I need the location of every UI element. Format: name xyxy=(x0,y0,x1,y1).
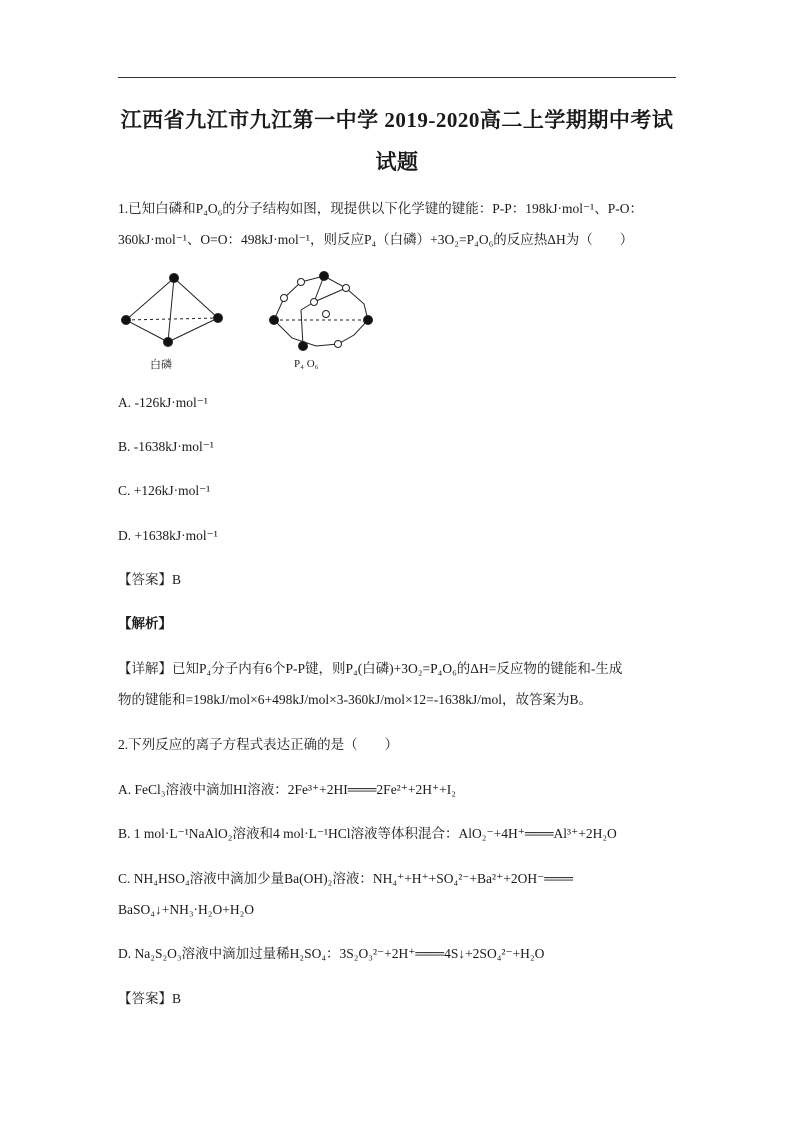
p4o6-label: P₄ O₆ xyxy=(294,358,319,370)
q2-option-a: A. FeCl₃溶液中滴加HI溶液：2Fe³⁺+2HI═══2Fe²⁺+2H⁺+I₂ xyxy=(118,782,456,797)
q1-option-a: A. -126kJ·mol⁻¹ xyxy=(118,395,208,410)
document-title: 江西省九江市九江第一中学 2019-2020高二上学期期中考试 xyxy=(120,108,674,132)
document-title-continued: 试题 xyxy=(375,150,419,174)
q2-option-c-line2: BaSO₄↓+NH₃·H₂O+H₂O xyxy=(118,902,255,917)
q1-option-d: D. +1638kJ·mol⁻¹ xyxy=(118,528,218,543)
q1-stem-line2: 360kJ·mol⁻¹、O=O：498kJ·mol⁻¹，则反应P₄（白磷）+3O₂=P₄O₆的反应热ΔH为（ ） xyxy=(118,232,634,247)
q1-detail-line2: 物的键能和=198kJ/mol×6+498kJ/mol×3-360kJ/mol×12=-1638kJ/mol，故答案为B。 xyxy=(118,692,592,707)
q2-stem: 2.下列反应的离子方程式表达正确的是（ ） xyxy=(118,737,399,752)
q1-option-c: C. +126kJ·mol⁻¹ xyxy=(118,483,211,498)
q1-option-b: B. -1638kJ·mol⁻¹ xyxy=(118,439,214,454)
p4o6-diagram xyxy=(270,272,373,351)
q1-detail-line1: 【详解】已知P₄分子内有6个P-P键，则P₄(白磷)+3O₂=P₄O₆的ΔH=反应物的键能和-生成 xyxy=(118,661,623,676)
q2-answer: 【答案】B xyxy=(118,991,182,1006)
q1-stem-line1: 1.已知白磷和P₄O₆的分子结构如图，现提供以下化学键的键能：P-P：198kJ·mol⁻¹、P-O： xyxy=(118,201,643,216)
molecule-structure-figure xyxy=(116,270,386,370)
q2-option-c-line1: C. NH₄HSO₄溶液中滴加少量Ba(OH)₂溶液：NH₄⁺+H⁺+SO₄²⁻+Ba²⁺+2OH⁻═══ xyxy=(118,871,573,886)
q1-answer: 【答案】B xyxy=(118,572,182,587)
q2-option-b: B. 1 mol·L⁻¹NaAlO₂溶液和4 mol·L⁻¹HCl溶液等体积混合：AlO₂⁻+4H⁺═══Al³⁺+2H₂O xyxy=(118,826,617,841)
white-phosphorus-diagram xyxy=(122,274,223,347)
header-rule xyxy=(118,77,676,78)
q2-option-d: D. Na₂S₂O₃溶液中滴加过量稀H₂SO₄：3S₂O₃²⁻+2H⁺═══4S↓+2SO₄²⁻+H₂O xyxy=(118,946,545,961)
q1-analysis-heading: 【解析】 xyxy=(118,616,172,631)
white-phosphorus-label: 白磷 xyxy=(150,359,172,370)
